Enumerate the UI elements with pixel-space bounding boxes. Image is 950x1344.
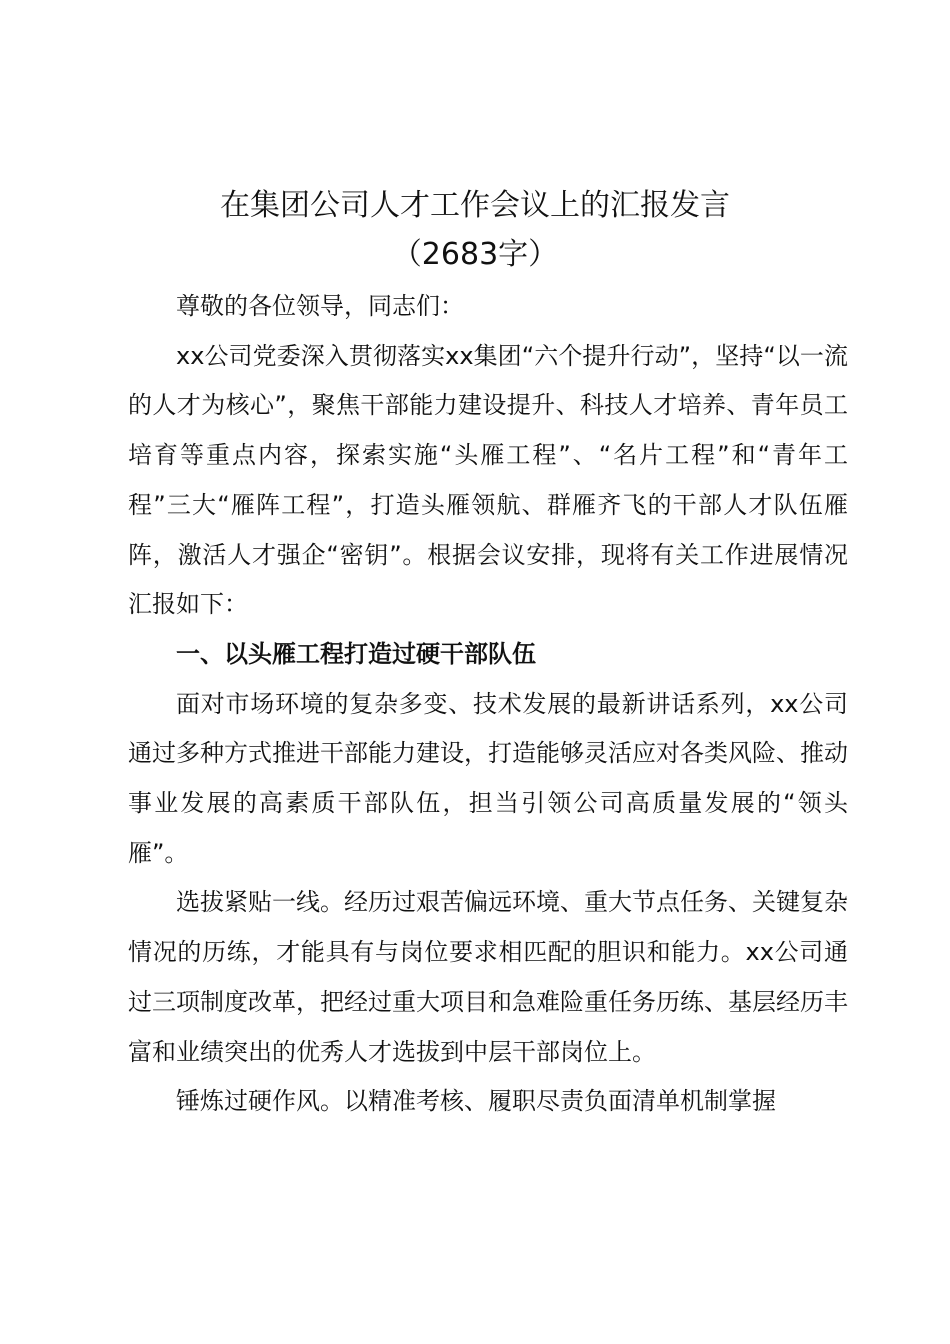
paragraph-intro: xx公司党委深入贯彻落实xx集团“六个提升行动”，坚持“以一流的人才为核心”，聚焦干部能力建设提升、科技人才培养、青年员工培育等重点内容，探索实施“头雁工程”、“名片工程”和“青年工程”三大“雁阵工程”，打造头雁领航、群雁齐飞的干部人才队伍雁阵，激活人才强企“密钥”。根据会议安排，现将有关工作进展情况汇报如下： bbox=[128, 341, 848, 619]
section-heading-1: 一、以头雁工程打造过硬干部队伍 bbox=[176, 639, 536, 668]
document-body bbox=[128, 282, 848, 1127]
document-title: 在集团公司人才工作会议上的汇报发言 bbox=[220, 188, 730, 223]
paragraph-section1-intro: 面对市场环境的复杂多变、技术发展的最新讲话系列，xx公司通过多种方式推进干部能力建设，打造能够灵活应对各类风险、推动事业发展的高素质干部队伍，担当引领公司高质量发展的“领头雁”。 bbox=[128, 689, 848, 867]
salutation: 尊敬的各位领导，同志们： bbox=[176, 292, 464, 320]
paragraph-style: 锤炼过硬作风。以精准考核、履职尽责负面清单机制掌握 bbox=[176, 1087, 776, 1116]
paragraph-selection: 选拔紧贴一线。经历过艰苦偏远环境、重大节点任务、关键复杂情况的历练，才能具有与岗位要求相匹配的胆识和能力。xx公司通过三项制度改革，把经过重大项目和急难险重任务历练、基层经历丰富和业绩突出的优秀人才选拔到中层干部岗位上。 bbox=[128, 888, 848, 1066]
document-subtitle-word-count: （2683字） bbox=[391, 237, 559, 272]
